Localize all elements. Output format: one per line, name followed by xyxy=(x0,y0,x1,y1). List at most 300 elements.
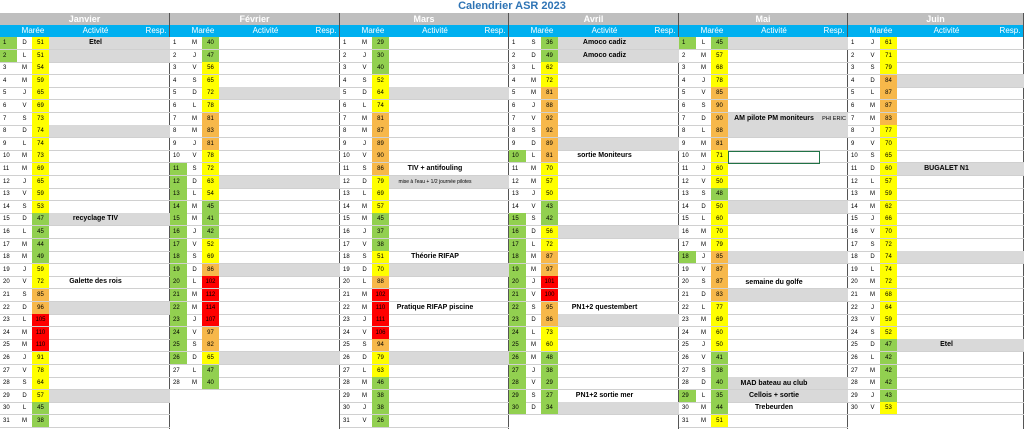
activity-cell[interactable] xyxy=(219,37,312,49)
day-row[interactable] xyxy=(848,314,1024,327)
resp-cell[interactable] xyxy=(481,188,509,200)
activity-cell[interactable] xyxy=(728,125,820,137)
activity-cell[interactable] xyxy=(49,113,142,125)
day-row[interactable] xyxy=(848,390,1024,403)
activity-cell[interactable] xyxy=(219,100,312,112)
resp-cell[interactable] xyxy=(651,390,679,402)
day-row[interactable] xyxy=(170,87,340,100)
resp-cell[interactable] xyxy=(312,302,340,314)
day-row[interactable] xyxy=(340,276,509,289)
resp-cell[interactable] xyxy=(481,87,509,99)
day-row[interactable] xyxy=(340,327,509,340)
resp-cell[interactable] xyxy=(651,113,679,125)
day-row[interactable] xyxy=(848,201,1024,214)
day-row[interactable] xyxy=(340,163,509,176)
day-row[interactable] xyxy=(340,365,509,378)
day-row[interactable] xyxy=(170,37,340,50)
day-row[interactable] xyxy=(340,62,509,75)
resp-cell[interactable] xyxy=(996,289,1024,301)
resp-cell[interactable] xyxy=(996,352,1024,364)
activity-cell[interactable] xyxy=(897,213,996,225)
activity-cell[interactable] xyxy=(389,201,481,213)
day-row[interactable] xyxy=(679,339,848,352)
activity-cell[interactable] xyxy=(897,37,996,49)
activity-cell[interactable] xyxy=(728,50,820,62)
activity-cell[interactable] xyxy=(897,201,996,213)
activity-cell[interactable] xyxy=(558,226,651,238)
day-row[interactable] xyxy=(679,289,848,302)
day-row[interactable] xyxy=(509,239,679,252)
resp-cell[interactable] xyxy=(820,314,848,326)
resp-cell[interactable] xyxy=(651,62,679,74)
activity-cell[interactable] xyxy=(558,377,651,389)
activity-cell[interactable] xyxy=(49,87,142,99)
activity-cell[interactable] xyxy=(219,264,312,276)
resp-cell[interactable] xyxy=(142,75,170,87)
resp-cell[interactable] xyxy=(820,327,848,339)
resp-cell[interactable] xyxy=(312,138,340,150)
activity-cell[interactable] xyxy=(49,138,142,150)
activity-cell[interactable] xyxy=(49,251,142,263)
activity-cell[interactable] xyxy=(897,188,996,200)
activity-cell[interactable] xyxy=(728,100,820,112)
resp-cell[interactable] xyxy=(481,150,509,162)
day-row[interactable] xyxy=(340,402,509,415)
resp-cell[interactable] xyxy=(312,176,340,188)
day-row[interactable] xyxy=(170,327,340,340)
activity-cell[interactable] xyxy=(897,302,996,314)
resp-cell[interactable] xyxy=(481,365,509,377)
activity-cell[interactable] xyxy=(49,100,142,112)
resp-cell[interactable] xyxy=(651,75,679,87)
day-row[interactable] xyxy=(848,327,1024,340)
resp-cell[interactable] xyxy=(481,138,509,150)
day-row[interactable] xyxy=(340,302,509,315)
day-row[interactable] xyxy=(848,352,1024,365)
day-row[interactable] xyxy=(509,314,679,327)
activity-cell[interactable]: Théorie RIFAP xyxy=(411,253,459,261)
resp-cell[interactable] xyxy=(142,37,170,49)
activity-cell[interactable] xyxy=(558,176,651,188)
activity-cell[interactable] xyxy=(897,264,996,276)
resp-cell[interactable] xyxy=(142,138,170,150)
resp-cell[interactable] xyxy=(996,276,1024,288)
activity-cell[interactable] xyxy=(558,339,651,351)
resp-cell[interactable] xyxy=(651,289,679,301)
activity-cell[interactable] xyxy=(389,289,481,301)
resp-cell[interactable] xyxy=(481,302,509,314)
resp-cell[interactable] xyxy=(996,251,1024,263)
activity-cell[interactable] xyxy=(219,352,312,364)
activity-cell[interactable]: PN1+2 sortie mer xyxy=(575,391,634,399)
resp-cell[interactable] xyxy=(996,402,1024,414)
resp-cell[interactable] xyxy=(996,50,1024,62)
activity-cell[interactable] xyxy=(728,327,820,339)
activity-cell[interactable] xyxy=(558,188,651,200)
day-row[interactable] xyxy=(848,37,1024,50)
day-row[interactable] xyxy=(509,327,679,340)
day-row[interactable] xyxy=(509,100,679,113)
resp-cell[interactable] xyxy=(651,100,679,112)
day-row[interactable] xyxy=(848,150,1024,163)
day-row[interactable] xyxy=(679,138,848,151)
resp-cell[interactable] xyxy=(312,239,340,251)
day-row[interactable] xyxy=(0,239,170,252)
resp-cell[interactable] xyxy=(142,314,170,326)
activity-cell[interactable] xyxy=(728,339,820,351)
activity-cell[interactable] xyxy=(389,87,481,99)
activity-cell[interactable] xyxy=(897,100,996,112)
activity-cell[interactable] xyxy=(728,314,820,326)
resp-cell[interactable] xyxy=(481,289,509,301)
day-row[interactable] xyxy=(679,251,848,264)
day-row[interactable] xyxy=(340,352,509,365)
day-row[interactable] xyxy=(509,113,679,126)
resp-cell[interactable] xyxy=(996,365,1024,377)
activity-cell[interactable] xyxy=(728,289,820,301)
day-row[interactable] xyxy=(340,377,509,390)
resp-cell[interactable] xyxy=(312,87,340,99)
resp-cell[interactable] xyxy=(996,75,1024,87)
day-row[interactable] xyxy=(0,352,170,365)
resp-cell[interactable] xyxy=(651,125,679,137)
day-row[interactable] xyxy=(848,188,1024,201)
resp-cell[interactable] xyxy=(996,100,1024,112)
day-row[interactable] xyxy=(848,213,1024,226)
day-row[interactable] xyxy=(679,176,848,189)
resp-cell[interactable] xyxy=(312,100,340,112)
day-row[interactable] xyxy=(509,62,679,75)
activity-cell[interactable] xyxy=(558,62,651,74)
day-row[interactable] xyxy=(170,50,340,63)
day-row[interactable] xyxy=(0,37,170,50)
day-row[interactable] xyxy=(0,402,170,415)
activity-cell[interactable] xyxy=(219,188,312,200)
day-row[interactable] xyxy=(848,176,1024,189)
resp-cell[interactable] xyxy=(651,150,679,162)
resp-cell[interactable] xyxy=(820,163,848,175)
day-row[interactable] xyxy=(679,365,848,378)
resp-cell[interactable] xyxy=(651,276,679,288)
activity-cell[interactable] xyxy=(389,150,481,162)
day-row[interactable] xyxy=(509,276,679,289)
resp-cell[interactable] xyxy=(312,163,340,175)
activity-cell[interactable] xyxy=(728,213,820,225)
day-row[interactable] xyxy=(848,87,1024,100)
day-row[interactable] xyxy=(340,264,509,277)
day-row[interactable] xyxy=(340,113,509,126)
resp-cell[interactable] xyxy=(481,339,509,351)
resp-cell[interactable] xyxy=(142,415,170,427)
resp-cell[interactable] xyxy=(996,239,1024,251)
activity-cell[interactable] xyxy=(389,75,481,87)
resp-cell[interactable] xyxy=(142,352,170,364)
activity-cell[interactable] xyxy=(219,251,312,263)
activity-cell[interactable] xyxy=(897,125,996,137)
activity-cell[interactable] xyxy=(49,188,142,200)
activity-cell[interactable] xyxy=(49,264,142,276)
day-row[interactable] xyxy=(0,390,170,403)
day-row[interactable] xyxy=(340,390,509,403)
activity-cell[interactable] xyxy=(219,150,312,162)
resp-cell[interactable] xyxy=(820,50,848,62)
day-row[interactable] xyxy=(0,339,170,352)
activity-cell[interactable] xyxy=(389,264,481,276)
resp-cell[interactable] xyxy=(651,37,679,49)
activity-cell[interactable] xyxy=(219,176,312,188)
resp-cell[interactable] xyxy=(820,390,848,402)
selected-cell[interactable] xyxy=(728,151,820,164)
day-row[interactable] xyxy=(679,352,848,365)
activity-cell[interactable] xyxy=(897,390,996,402)
resp-cell[interactable] xyxy=(481,251,509,263)
resp-cell[interactable] xyxy=(312,264,340,276)
day-row[interactable] xyxy=(848,50,1024,63)
day-row[interactable] xyxy=(340,239,509,252)
activity-cell[interactable] xyxy=(897,62,996,74)
resp-cell[interactable] xyxy=(312,75,340,87)
resp-cell[interactable] xyxy=(996,176,1024,188)
resp-cell[interactable] xyxy=(820,352,848,364)
resp-cell[interactable] xyxy=(651,264,679,276)
day-row[interactable] xyxy=(848,251,1024,264)
resp-cell[interactable] xyxy=(481,390,509,402)
resp-cell[interactable] xyxy=(481,50,509,62)
resp-cell[interactable] xyxy=(142,113,170,125)
day-row[interactable] xyxy=(509,365,679,378)
activity-cell[interactable] xyxy=(728,87,820,99)
resp-cell[interactable] xyxy=(142,251,170,263)
resp-cell[interactable] xyxy=(312,377,340,389)
day-row[interactable] xyxy=(679,239,848,252)
activity-cell[interactable] xyxy=(558,251,651,263)
day-row[interactable] xyxy=(848,302,1024,315)
day-row[interactable] xyxy=(848,125,1024,138)
activity-cell[interactable]: AM pilote PM moniteurs xyxy=(728,113,820,125)
day-row[interactable] xyxy=(340,50,509,63)
resp-cell[interactable] xyxy=(820,87,848,99)
activity-cell[interactable] xyxy=(219,50,312,62)
activity-cell[interactable] xyxy=(558,113,651,125)
day-row[interactable] xyxy=(509,213,679,226)
resp-cell[interactable] xyxy=(312,276,340,288)
activity-cell[interactable] xyxy=(558,100,651,112)
day-row[interactable] xyxy=(0,125,170,138)
day-row[interactable] xyxy=(848,138,1024,151)
activity-cell[interactable]: PN1+2 questembert xyxy=(571,303,638,311)
activity-cell[interactable] xyxy=(389,365,481,377)
activity-cell[interactable] xyxy=(728,163,820,175)
activity-cell[interactable] xyxy=(49,289,142,301)
resp-cell[interactable] xyxy=(820,37,848,49)
activity-cell[interactable] xyxy=(49,239,142,251)
resp-cell[interactable] xyxy=(312,150,340,162)
day-row[interactable] xyxy=(679,302,848,315)
resp-cell[interactable] xyxy=(651,201,679,213)
resp-cell[interactable] xyxy=(142,302,170,314)
day-row[interactable] xyxy=(0,314,170,327)
day-row[interactable] xyxy=(848,402,1024,415)
activity-cell[interactable] xyxy=(897,87,996,99)
day-row[interactable] xyxy=(509,226,679,239)
activity-cell[interactable] xyxy=(558,289,651,301)
resp-cell[interactable] xyxy=(142,125,170,137)
resp-cell[interactable] xyxy=(481,402,509,414)
activity-cell[interactable] xyxy=(219,327,312,339)
day-row[interactable] xyxy=(170,62,340,75)
resp-cell[interactable] xyxy=(820,75,848,87)
day-row[interactable] xyxy=(509,176,679,189)
activity-cell[interactable]: Etel xyxy=(49,37,142,49)
activity-cell[interactable] xyxy=(389,390,481,402)
day-row[interactable] xyxy=(0,100,170,113)
day-row[interactable] xyxy=(0,415,170,428)
activity-cell[interactable] xyxy=(558,163,651,175)
day-row[interactable] xyxy=(340,176,509,189)
resp-cell[interactable] xyxy=(312,365,340,377)
activity-cell[interactable] xyxy=(728,201,820,213)
activity-cell[interactable] xyxy=(897,138,996,150)
day-row[interactable] xyxy=(509,75,679,88)
day-row[interactable] xyxy=(848,239,1024,252)
resp-cell[interactable] xyxy=(312,251,340,263)
resp-cell[interactable] xyxy=(481,176,509,188)
resp-cell[interactable] xyxy=(820,62,848,74)
day-row[interactable] xyxy=(340,37,509,50)
day-row[interactable] xyxy=(848,163,1024,176)
resp-cell[interactable] xyxy=(651,50,679,62)
resp-cell[interactable] xyxy=(996,377,1024,389)
resp-cell[interactable] xyxy=(142,188,170,200)
resp-cell[interactable] xyxy=(481,239,509,251)
activity-cell[interactable] xyxy=(728,188,820,200)
activity-cell[interactable] xyxy=(49,302,142,314)
day-row[interactable] xyxy=(170,302,340,315)
activity-cell[interactable] xyxy=(897,365,996,377)
activity-cell[interactable] xyxy=(897,314,996,326)
resp-cell[interactable] xyxy=(142,402,170,414)
day-row[interactable] xyxy=(170,113,340,126)
day-row[interactable] xyxy=(340,213,509,226)
activity-cell[interactable] xyxy=(728,415,820,427)
day-row[interactable] xyxy=(679,113,848,126)
day-row[interactable] xyxy=(340,188,509,201)
day-row[interactable] xyxy=(170,100,340,113)
resp-cell[interactable] xyxy=(651,213,679,225)
day-row[interactable] xyxy=(170,276,340,289)
day-row[interactable] xyxy=(340,415,509,428)
day-row[interactable] xyxy=(509,339,679,352)
resp-cell[interactable] xyxy=(312,226,340,238)
day-row[interactable] xyxy=(170,251,340,264)
activity-cell[interactable] xyxy=(49,201,142,213)
resp-cell[interactable] xyxy=(820,213,848,225)
resp-cell[interactable] xyxy=(142,201,170,213)
resp-cell[interactable] xyxy=(481,62,509,74)
activity-cell[interactable] xyxy=(897,50,996,62)
resp-cell[interactable] xyxy=(651,163,679,175)
resp-cell[interactable] xyxy=(820,264,848,276)
resp-cell[interactable] xyxy=(820,239,848,251)
resp-cell[interactable] xyxy=(996,163,1024,175)
resp-cell[interactable] xyxy=(142,339,170,351)
resp-cell[interactable] xyxy=(820,201,848,213)
activity-cell[interactable] xyxy=(897,176,996,188)
resp-cell[interactable] xyxy=(996,125,1024,137)
activity-cell[interactable] xyxy=(389,100,481,112)
resp-cell[interactable] xyxy=(996,201,1024,213)
resp-cell[interactable] xyxy=(481,415,509,427)
day-row[interactable] xyxy=(340,138,509,151)
resp-cell[interactable] xyxy=(481,125,509,137)
day-row[interactable] xyxy=(848,100,1024,113)
activity-cell[interactable] xyxy=(219,125,312,137)
day-row[interactable] xyxy=(170,352,340,365)
day-row[interactable] xyxy=(0,289,170,302)
resp-cell[interactable] xyxy=(820,302,848,314)
resp-cell[interactable] xyxy=(996,314,1024,326)
resp-cell[interactable] xyxy=(142,213,170,225)
activity-cell[interactable] xyxy=(219,163,312,175)
resp-cell[interactable] xyxy=(481,100,509,112)
resp-cell[interactable] xyxy=(142,150,170,162)
day-row[interactable] xyxy=(679,264,848,277)
activity-cell[interactable] xyxy=(558,276,651,288)
resp-cell[interactable] xyxy=(481,226,509,238)
activity-cell[interactable] xyxy=(49,314,142,326)
resp-cell[interactable] xyxy=(481,264,509,276)
resp-cell[interactable] xyxy=(312,289,340,301)
activity-cell[interactable] xyxy=(389,352,481,364)
activity-cell[interactable] xyxy=(389,415,481,427)
activity-cell[interactable] xyxy=(558,239,651,251)
activity-cell[interactable] xyxy=(728,226,820,238)
resp-cell[interactable] xyxy=(142,176,170,188)
activity-cell[interactable] xyxy=(49,62,142,74)
activity-cell[interactable] xyxy=(49,50,142,62)
activity-cell[interactable] xyxy=(897,276,996,288)
resp-cell[interactable] xyxy=(820,100,848,112)
resp-cell[interactable] xyxy=(996,150,1024,162)
day-row[interactable] xyxy=(0,226,170,239)
activity-cell[interactable] xyxy=(728,176,820,188)
day-row[interactable] xyxy=(170,339,340,352)
day-row[interactable] xyxy=(0,176,170,189)
activity-cell[interactable] xyxy=(219,377,312,389)
day-row[interactable] xyxy=(679,75,848,88)
day-row[interactable] xyxy=(340,125,509,138)
day-row[interactable] xyxy=(0,113,170,126)
resp-cell[interactable] xyxy=(312,352,340,364)
day-row[interactable] xyxy=(170,213,340,226)
day-row[interactable] xyxy=(0,87,170,100)
resp-cell[interactable] xyxy=(820,150,848,162)
resp-cell[interactable] xyxy=(820,226,848,238)
activity-cell[interactable] xyxy=(558,365,651,377)
day-row[interactable] xyxy=(509,402,679,415)
activity-cell[interactable] xyxy=(389,402,481,414)
activity-cell[interactable] xyxy=(389,138,481,150)
activity-cell[interactable]: Pratique RIFAP piscine xyxy=(396,303,474,311)
day-row[interactable] xyxy=(509,377,679,390)
resp-cell[interactable] xyxy=(820,251,848,263)
resp-cell[interactable] xyxy=(312,201,340,213)
activity-cell[interactable] xyxy=(389,62,481,74)
day-row[interactable] xyxy=(0,50,170,63)
activity-cell[interactable] xyxy=(728,62,820,74)
activity-cell[interactable] xyxy=(897,352,996,364)
resp-cell[interactable] xyxy=(142,365,170,377)
